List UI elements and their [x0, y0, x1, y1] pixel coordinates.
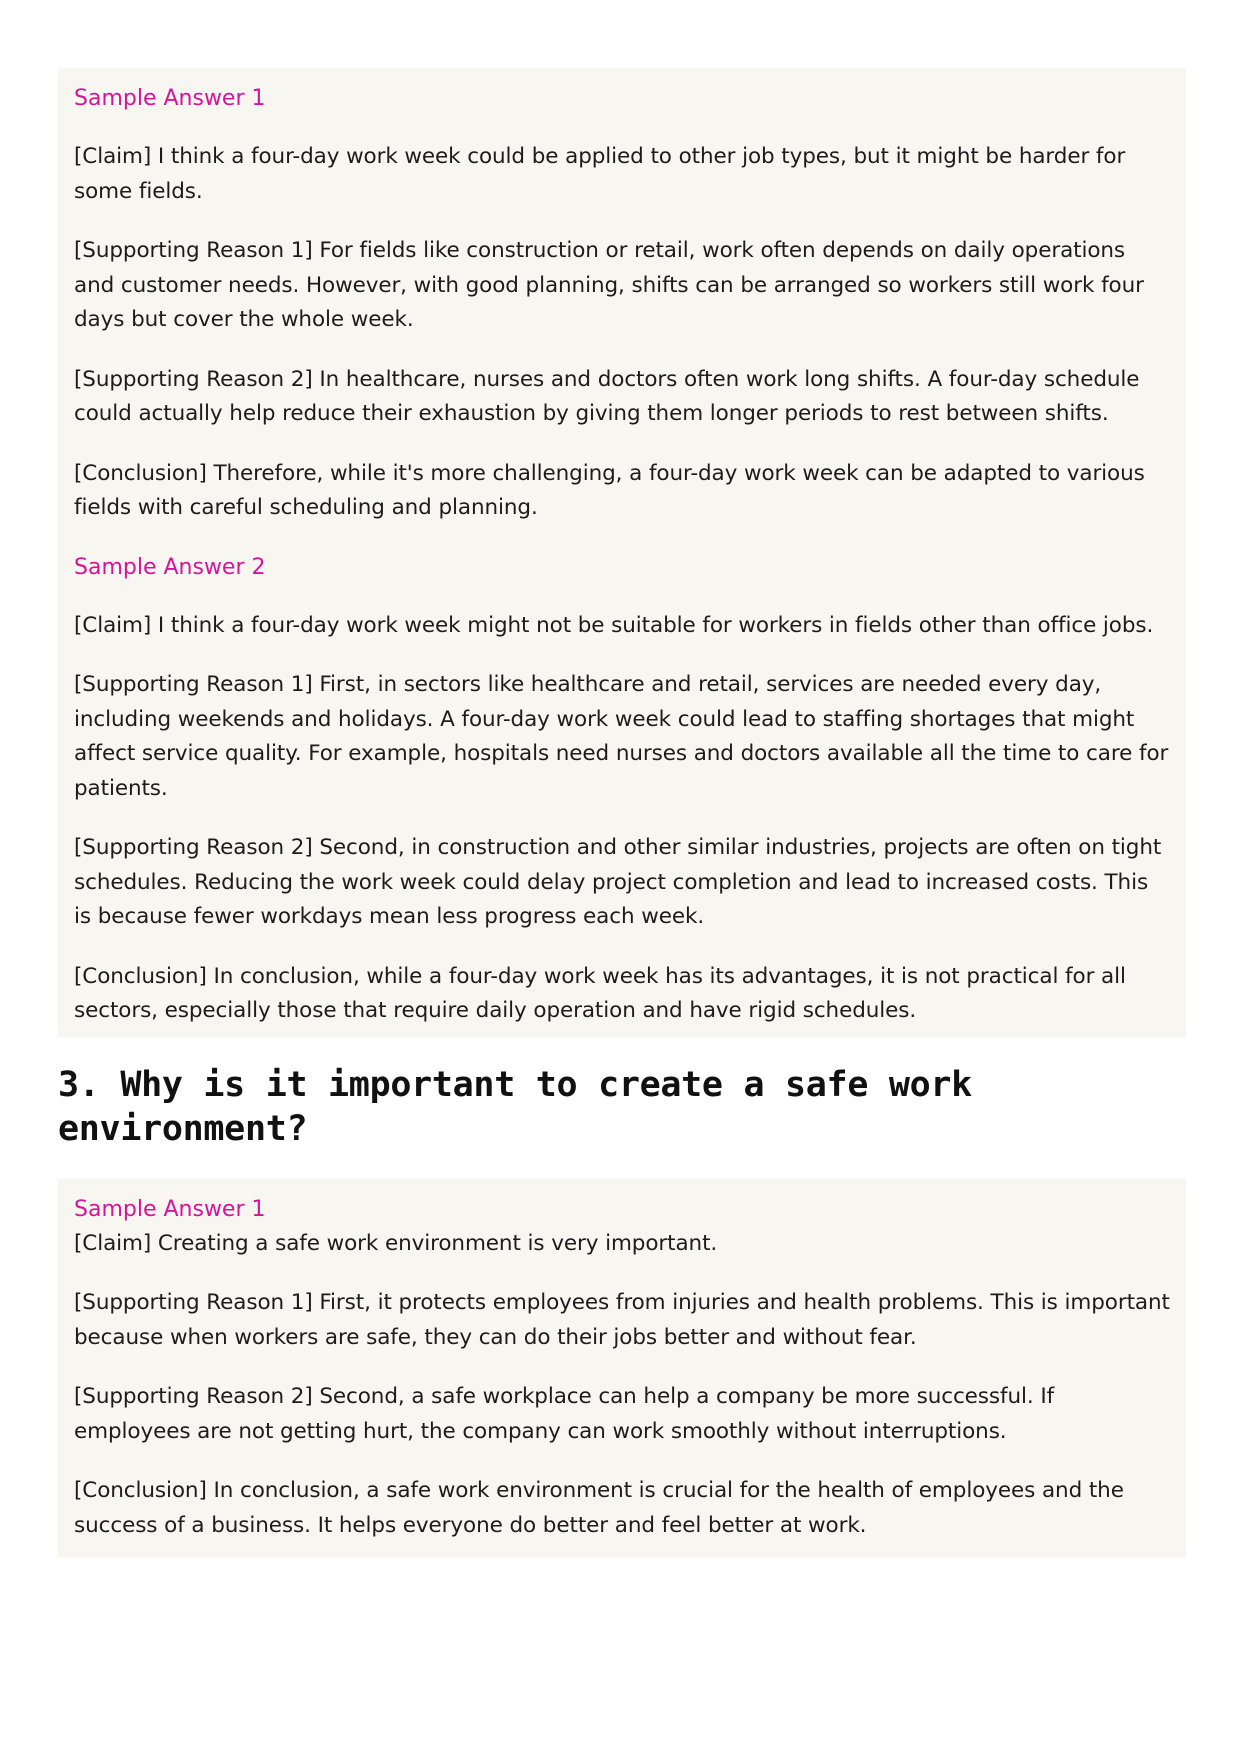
q3-answer-1-reason-1: [Supporting Reason 1] First, it protects employees from injuries and health problems. This is important because when workers are safe, they can do their jobs better and without fear.: [74, 1290, 1170, 1350]
page: [58, 68, 1186, 1557]
answer-1-reason-1: [Supporting Reason 1] For fields like construction or retail, work often depends on daily operations and customer needs. However, with good planning, shifts can be arranged so workers still work four days but cover the whole week.: [74, 238, 1144, 332]
answer-2-conclusion: [Conclusion] In conclusion, while a four-day work week has its advantages, it is not practical for all sectors, especially those that require daily operation and have rigid schedules.: [74, 963, 1126, 1023]
answer-1-conclusion: [Conclusion] Therefore, while it's more challenging, a four-day work week can be adapted to various fields with careful scheduling and planning.: [74, 460, 1145, 520]
answer-1-claim: [Claim] I think a four-day work week could be applied to other job types, but it might be harder for some fields.: [74, 144, 1126, 204]
question-3-answer-box: [58, 1179, 1186, 1558]
answer-2-reason-2: [Supporting Reason 2] Second, in construction and other similar industries, projects are often on tight schedules. Reducing the work week could delay project completion and lead to increased costs. This is because fewer workdays mean less progress each week.: [74, 835, 1162, 929]
answer-2-claim: [Claim] I think a four-day work week might not be suitable for workers in fields other than office jobs.: [74, 612, 1154, 638]
q3-answer-1-claim: [Claim] Creating a safe work environment is very important.: [74, 1230, 718, 1256]
sample-answer-1-label: Sample Answer 1: [74, 86, 266, 111]
sample-answers-box: [58, 68, 1186, 1037]
answer-1-reason-2: [Supporting Reason 2] In healthcare, nurses and doctors often work long shifts. A four-day schedule could actually help reduce their exhaustion by giving them longer periods to rest between shifts.: [74, 366, 1140, 426]
sample-answer-2-label: Sample Answer 2: [74, 554, 266, 580]
q3-answer-1-conclusion: [Conclusion] In conclusion, a safe work environment is crucial for the health of employees and the success of a business. It helps everyone do better and feel better at work.: [74, 1478, 1124, 1538]
q3-answer-1-reason-2: [Supporting Reason 2] Second, a safe workplace can help a company be more successful. If employees are not getting hurt, the company can work smoothly without interruptions.: [74, 1384, 1055, 1444]
question-3-title: 3. Why is it important to create a safe work environment?: [58, 1064, 972, 1149]
q3-sample-answer-1-label: Sample Answer 1: [74, 1196, 266, 1222]
answer-2-reason-1: [Supporting Reason 1] First, in sectors like healthcare and retail, services are needed every day, including weekends and holidays. A four-day work week could lead to staffing shortages that might affect service quality. For example, hospitals need nurses and doctors available all the time to care for patients.: [74, 672, 1169, 801]
